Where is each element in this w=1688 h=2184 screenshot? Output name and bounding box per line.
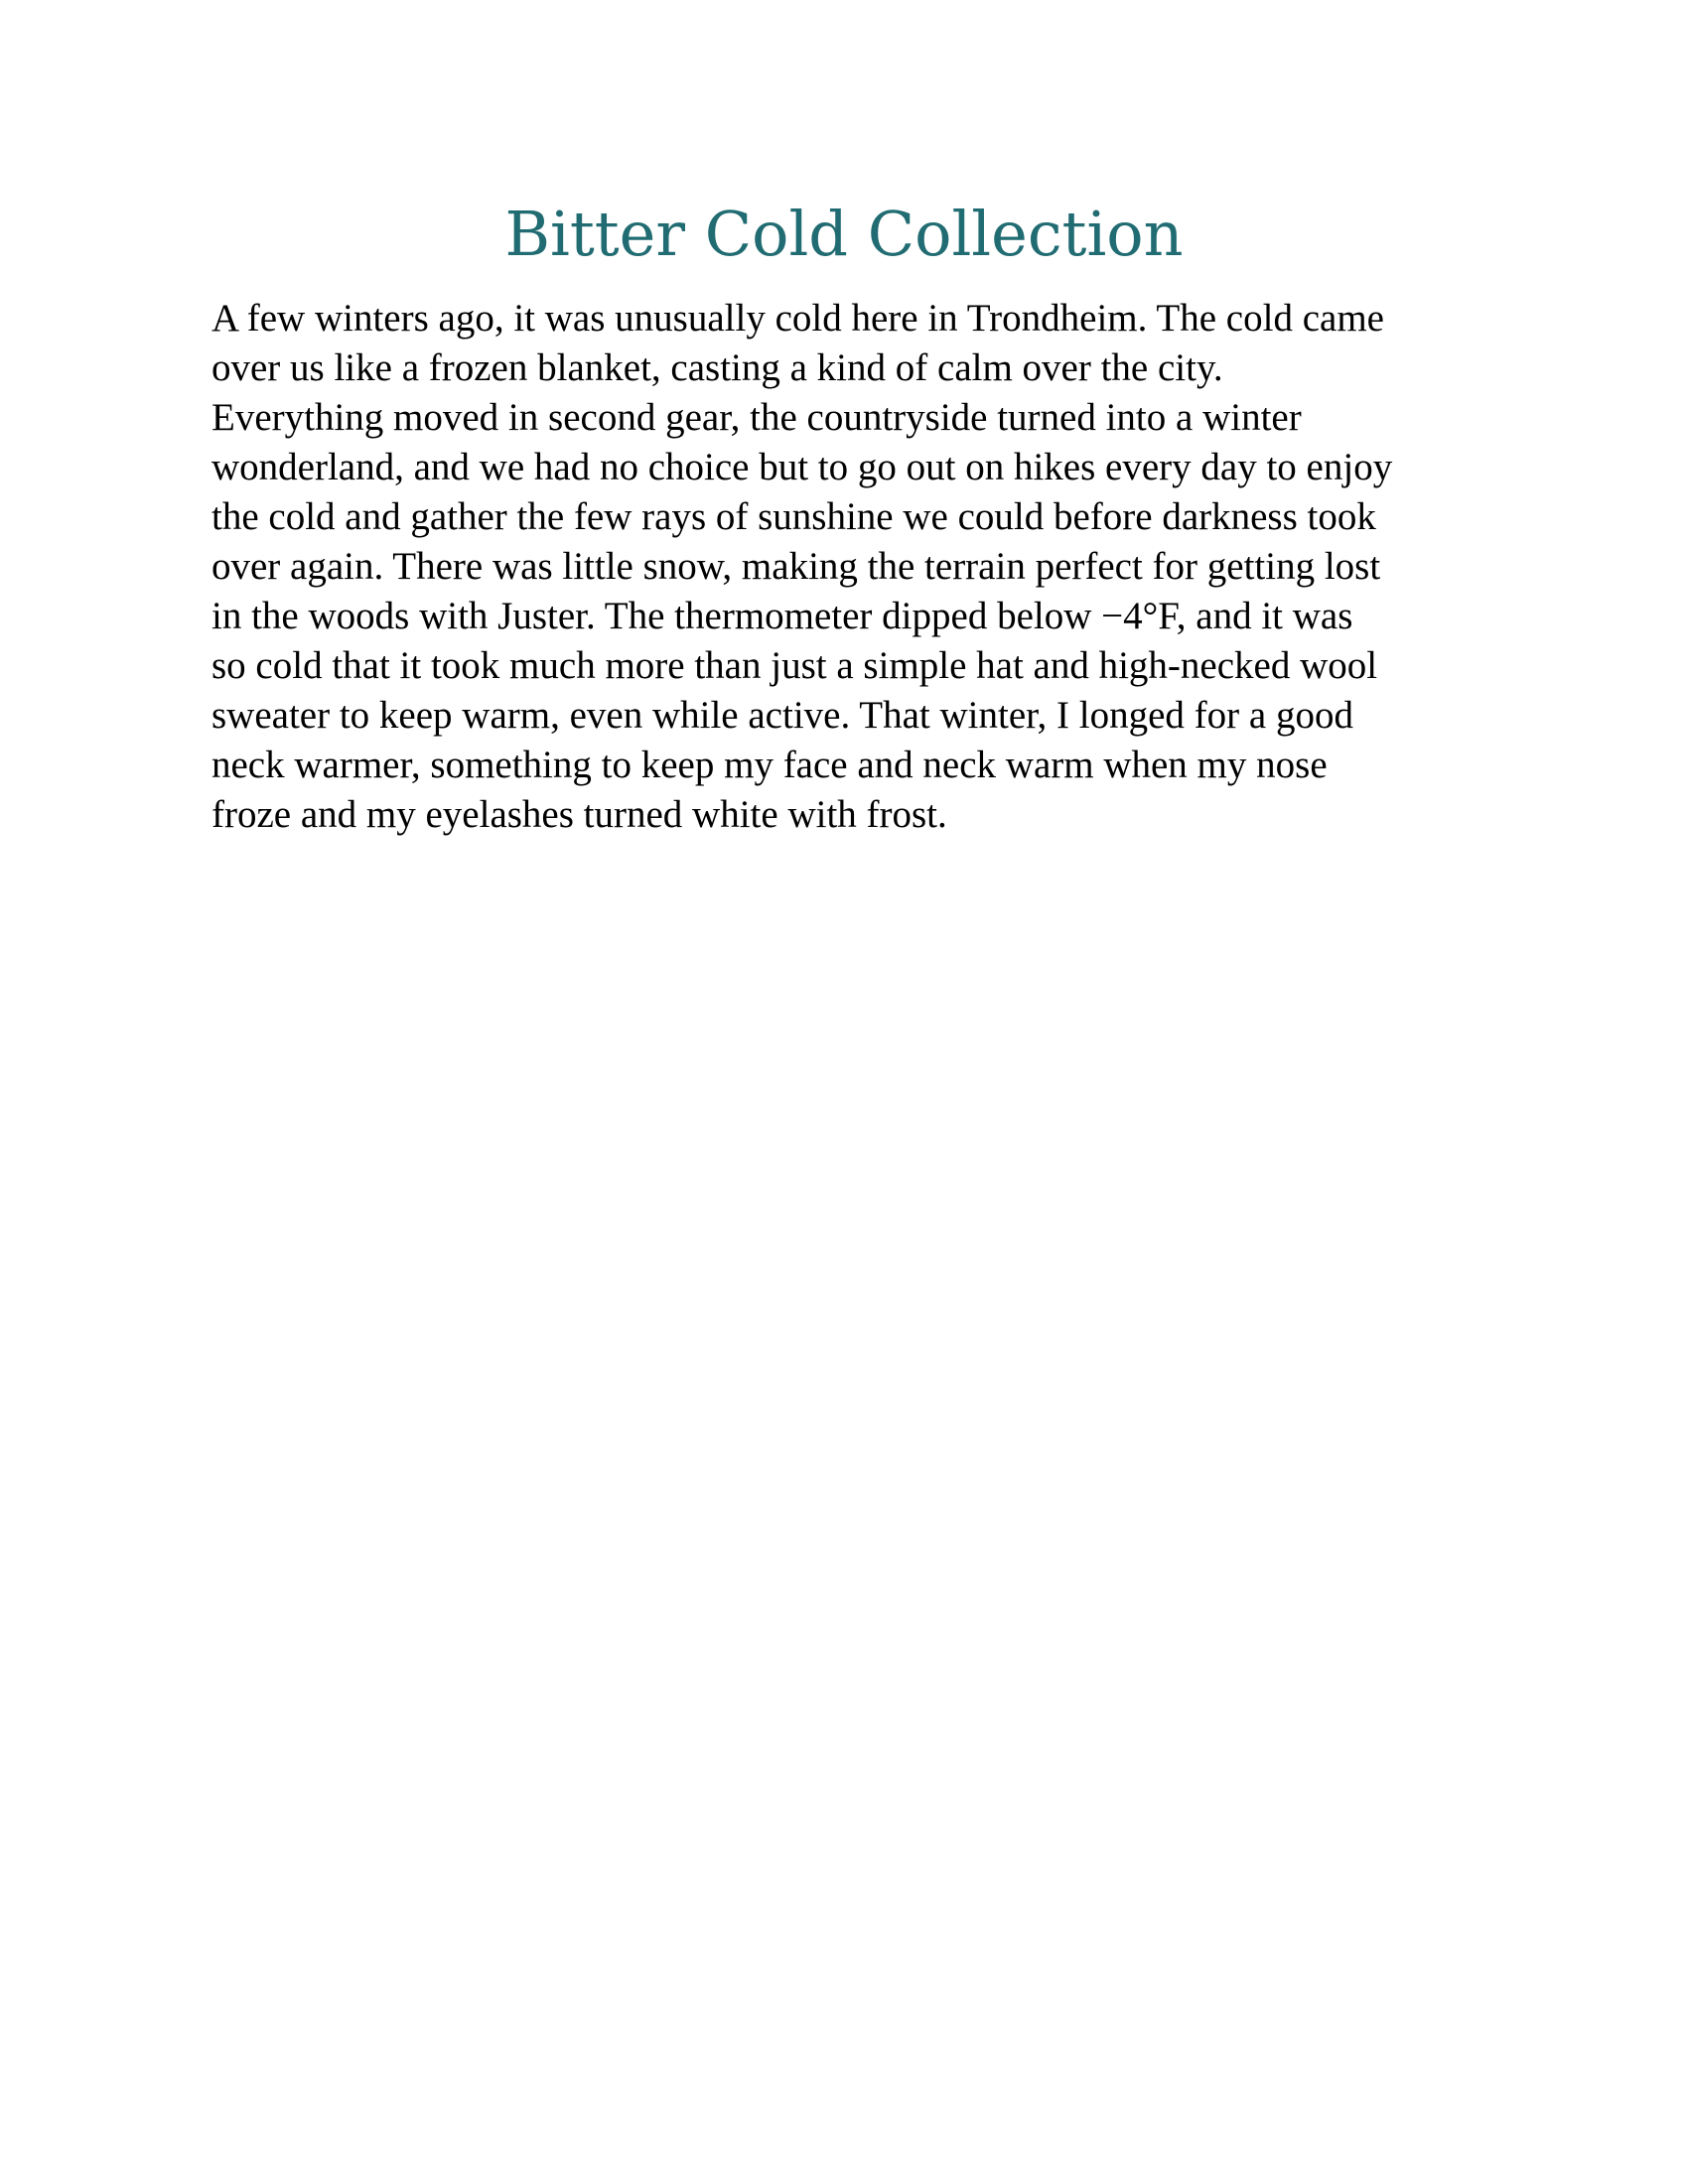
paragraph-line: sweater to keep warm, even while active. That winter, I longed for a good [211,694,1353,737]
paragraph-line: so cold that it took much more than just a simple hat and high-necked wool [211,644,1378,687]
document-title: Bitter Cold Collection [504,198,1184,270]
paragraph-line: over again. There was little snow, making the terrain perfect for getting lost [211,545,1381,588]
paragraph-line: A few winters ago, it was unusually cold here in Trondheim. The cold came [211,297,1384,340]
body-paragraph [211,294,1492,840]
paragraph-line: the cold and gather the few rays of sunshine we could before darkness took [211,495,1376,538]
paragraph-line: wonderland, and we had no choice but to go out on hikes every day to enjoy [211,446,1393,488]
paragraph-line: over us like a frozen blanket, casting a kind of calm over the city. [211,346,1223,389]
paragraph-line: Everything moved in second gear, the countryside turned into a winter [211,396,1302,439]
paragraph-line: froze and my eyelashes turned white with frost. [211,793,947,836]
paragraph-line: in the woods with Juster. The thermometer dipped below −4°F, and it was [211,595,1353,637]
paragraph-line: neck warmer, something to keep my face and neck warm when my nose [211,744,1328,786]
